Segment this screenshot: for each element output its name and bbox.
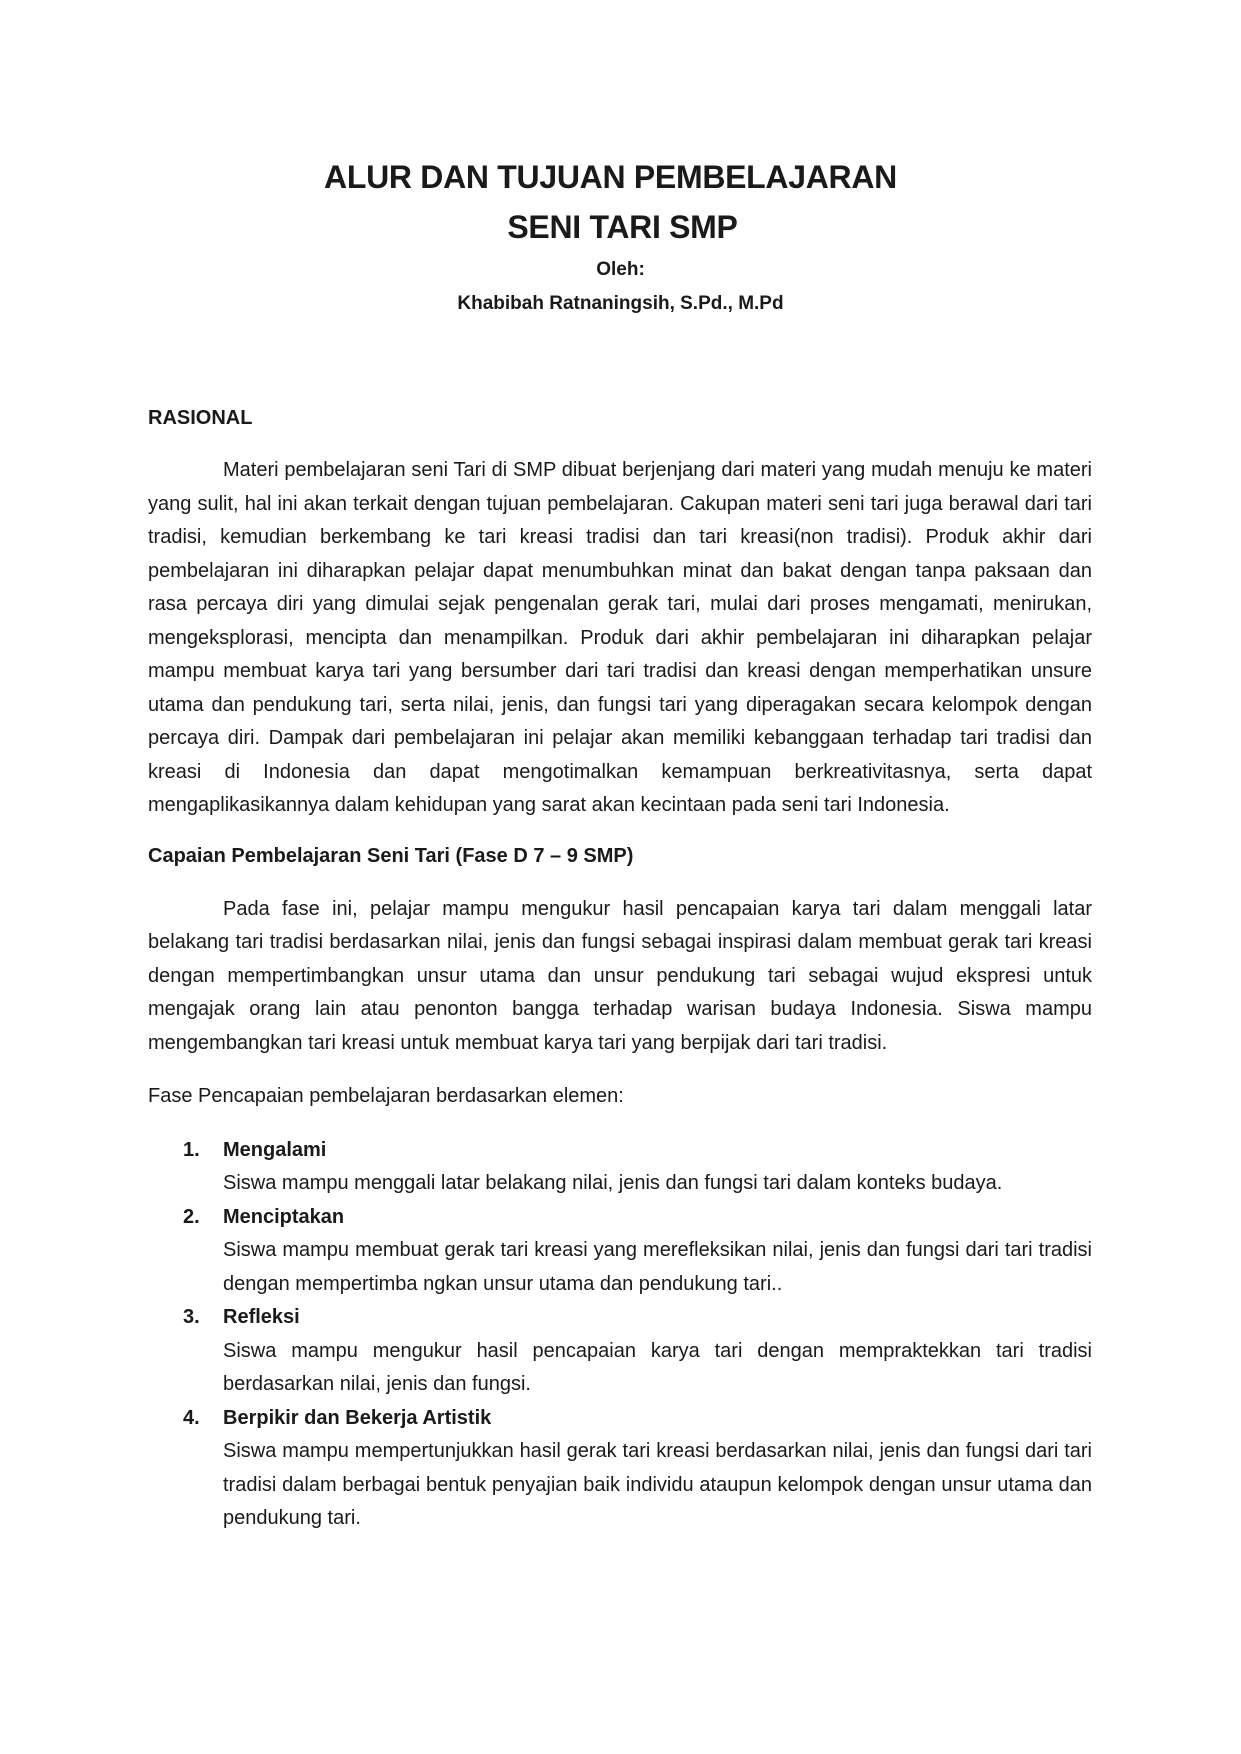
list-item	[148, 1201, 1092, 1302]
list-item-number: 2.	[183, 1205, 200, 1228]
list-item-description: Siswa mampu mengukur hasil pencapaian karya tari dengan mempraktekkan tari tradisi berdasarkan nilai, jenis dan fungsi.	[223, 1339, 1092, 1395]
rasional-heading: RASIONAL	[148, 407, 253, 429]
list-item-description: Siswa mampu mempertunjukkan hasil gerak tari kreasi berdasarkan nilai, jenis dan fungsi dari tari tradisi dalam berbagai bentuk penyajian baik individu ataupun kelompok dengan unsur utama dan pendukung tari.	[223, 1440, 1092, 1529]
capaian-paragraph: Pada fase ini, pelajar mampu mengukur hasil pencapaian karya tari dalam menggali latar belakang tari tradisi berdasarkan nilai, jenis dan fungsi sebagai inspirasi dalam membuat gerak tari kreasi dengan mempertimbangkan unsur utama dan unsur pendukung tari sebagai wujud ekspresi untuk mengajak orang lain atau penonton bangga terhadap warisan budaya Indonesia. Siswa mampu mengembangkan tari kreasi untuk membuat karya tari yang berpijak dari tari tradisi.	[148, 897, 1092, 1054]
list-item	[148, 1134, 1092, 1201]
phase-intro-text: Fase Pencapaian pembelajaran berdasarkan elemen:	[148, 1085, 624, 1107]
list-item-number: 1.	[183, 1138, 200, 1161]
list-item-title: Mengalami	[223, 1138, 327, 1161]
elements-list	[148, 1134, 1092, 1536]
list-item-title: Berpikir dan Bekerja Artistik	[223, 1406, 492, 1429]
list-item-title: Menciptakan	[223, 1205, 345, 1228]
list-item	[148, 1301, 1092, 1402]
document-title-line-2: SENI TARI SMP	[507, 209, 738, 245]
list-item-title: Refleksi	[223, 1306, 300, 1328]
title-block	[0, 152, 1241, 318]
document-body	[148, 402, 1092, 1536]
list-item-number: 4.	[183, 1406, 200, 1429]
by-label: Oleh:	[596, 259, 645, 280]
rasional-paragraph: Materi pembelajaran seni Tari di SMP dibuat berjenjang dari materi yang mudah menuju ke materi yang sulit, hal ini akan terkait dengan tujuan pembelajaran. Cakupan materi seni tari juga berawal dari tari tradisi, kemudian berkembang ke tari kreasi tradisi dan tari kreasi(non tradisi). Produk akhir dari pembelajaran ini diharapkan pelajar dapat menumbuhkan minat dan bakat dengan tanpa paksaan dan rasa percaya diri yang dimulai sejak pengenalan gerak tari, mulai dari proses mengamati, menirukan, mengeksplorasi, mencipta dan menampilkan. Produk dari akhir pembelajaran ini diharapkan pelajar mampu membuat karya tari yang bersumber dari tari tradisi dan kreasi dengan memperhatikan unsure utama dan pendukung tari, serta nilai, jenis, dan fungsi tari yang diperagakan secara kelompok dengan percaya diri. Dampak dari pembelajaran ini pelajar akan memiliki kebanggaan terhadap tari tradisi dan kreasi di Indonesia dan dapat mengotimalkan kemampuan berkreativitasnya, serta dapat mengaplikasikannya dalam kehidupan yang sarat akan kecintaan pada seni tari Indonesia.	[148, 459, 1092, 816]
capaian-heading: Capaian Pembelajaran Seni Tari (Fase D 7 – 9 SMP)	[148, 844, 634, 867]
list-item-description: Siswa mampu membuat gerak tari kreasi yang merefleksikan nilai, jenis dan fungsi dari tari tradisi dengan mempertimba ngkan unsur utama dan pendukung tari..	[223, 1239, 1092, 1295]
list-item	[148, 1402, 1092, 1536]
list-item-number: 3.	[183, 1306, 200, 1328]
list-item-description: Siswa mampu menggali latar belakang nilai, jenis dan fungsi tari dalam konteks budaya.	[223, 1172, 1003, 1194]
author-name: Khabibah Ratnaningsih, S.Pd., M.Pd	[457, 293, 784, 314]
document-title-line-1: ALUR DAN TUJUAN PEMBELAJARAN	[324, 159, 897, 195]
